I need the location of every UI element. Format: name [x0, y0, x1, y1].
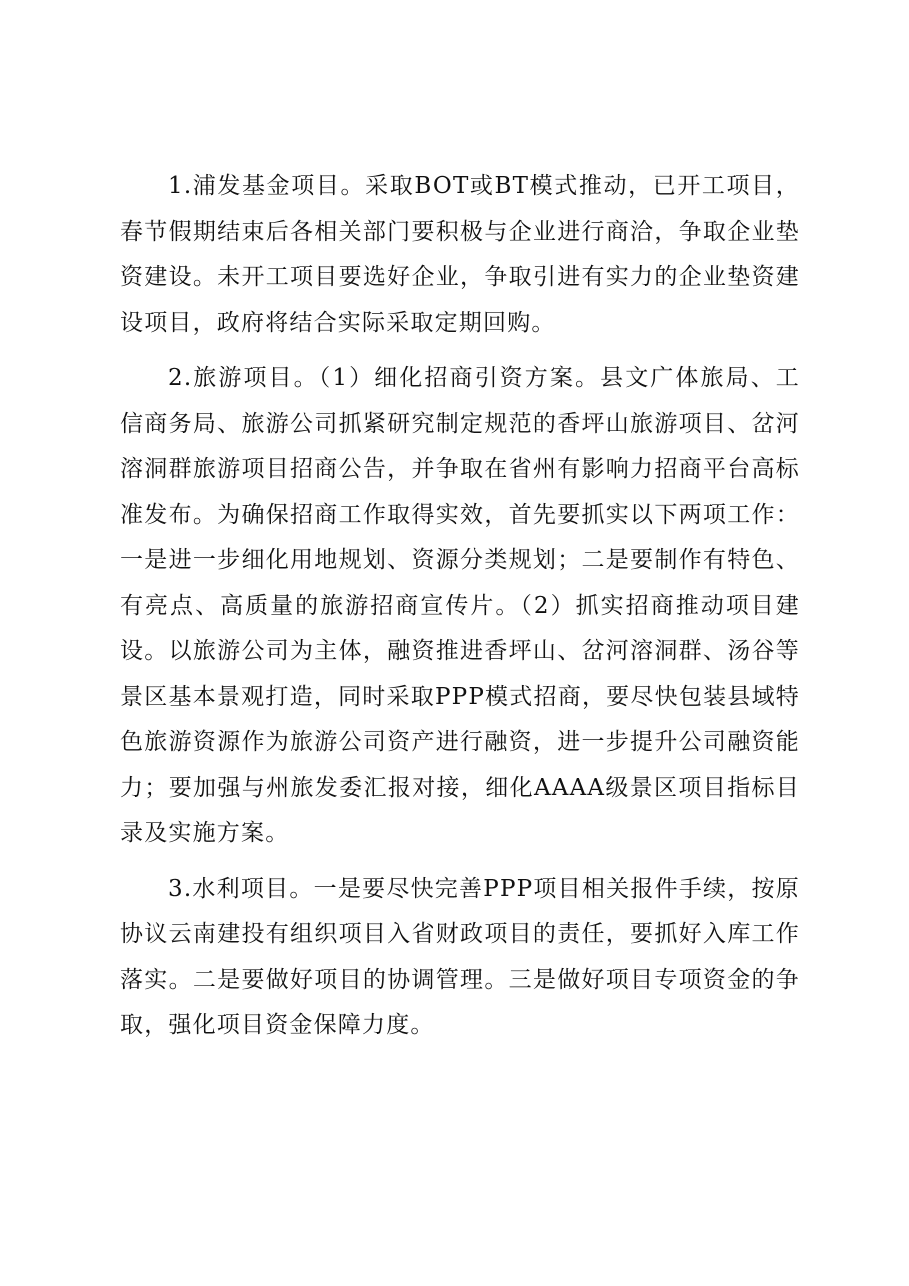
paragraph-water-conservancy-project: 3.水利项目。一是要尽快完善PPP项目相关报件手续，按原协议云南建投有组织项目入省财政项目的责任，要抓好入库工作落实。二是要做好项目的协调管理。三是做好项目专项资金的争取，强化项目资金保障力度。 — [120, 875, 800, 1038]
paragraph-pufa-fund-project: 1.浦发基金项目。采取BOT或BT模式推动，已开工项目，春节假期结束后各相关部门要积极与企业进行商洽，争取企业垫资建设。未开工项目要选好企业，争取引进有实力的企业垫资建设项目，政府将结合实际采取定期回购。 — [120, 173, 800, 336]
paragraph-tourism-project: 2.旅游项目。（1）细化招商引资方案。县文广体旅局、工信商务局、旅游公司抓紧研究制定规范的香坪山旅游项目、岔河溶洞群旅游项目招商公告，并争取在省州有影响力招商平台高标准发布。为确保招商工作取得实效，首先要抓实以下两项工作：一是进一步细化用地规划、资源分类规划；二是要制作有特色、有亮点、高质量的旅游招商宣传片。（2）抓实招商推动项目建设。以旅游公司为主体，融资推进香坪山、岔河溶洞群、汤谷等景区基本景观打造，同时采取PPP模式招商，要尽快包装县域特色旅游资源作为旅游公司资产进行融资，进一步提升公司融资能力；要加强与州旅发委汇报对接，细化AAAA级景区项目指标目录及实施方案。 — [120, 365, 800, 846]
document-body — [120, 164, 800, 1059]
